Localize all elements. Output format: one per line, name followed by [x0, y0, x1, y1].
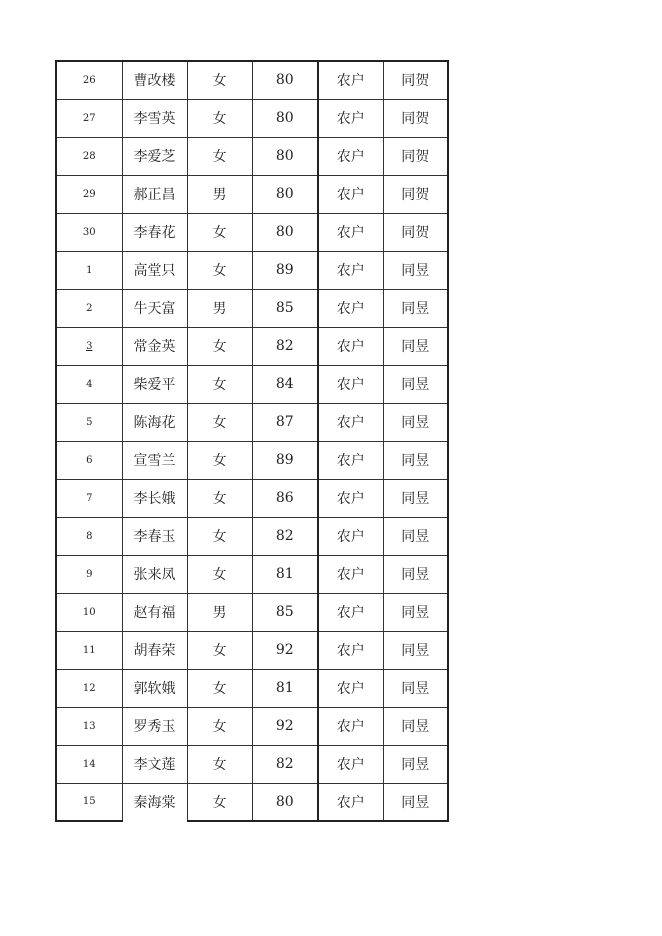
row-number-cell[interactable]	[56, 517, 122, 555]
name-cell-text: 柴爱平	[133, 377, 176, 393]
gender-cell[interactable]	[187, 669, 252, 707]
household-type-cell-text: 农户	[336, 225, 365, 241]
row-number-cell-text: 5	[86, 416, 93, 428]
village-cell-text: 同昱	[401, 263, 430, 279]
village-cell-text: 同昱	[401, 605, 430, 621]
table-row	[56, 137, 448, 175]
age-cell-text: 85	[275, 604, 294, 620]
row-number-cell-text: 6	[86, 454, 93, 466]
household-type-cell[interactable]	[318, 61, 383, 99]
name-cell[interactable]	[122, 631, 187, 669]
village-cell[interactable]	[383, 707, 448, 745]
elderly-roster-table	[55, 60, 449, 822]
row-number-cell[interactable]	[56, 213, 122, 251]
table-row	[56, 517, 448, 555]
household-type-cell-text: 农户	[336, 757, 365, 773]
household-type-cell-text: 农户	[336, 301, 365, 317]
name-cell[interactable]	[122, 783, 187, 821]
name-cell-text: 曹改楼	[133, 73, 176, 90]
household-type-cell[interactable]	[318, 745, 383, 783]
age-cell[interactable]	[252, 289, 318, 327]
row-number-cell[interactable]	[56, 99, 122, 137]
name-cell[interactable]	[122, 555, 187, 593]
age-cell-text: 80	[275, 110, 294, 126]
row-number-cell-text: 26	[82, 74, 96, 86]
gender-cell[interactable]	[187, 327, 252, 365]
household-type-cell[interactable]	[318, 365, 383, 403]
age-cell-text: 82	[275, 756, 294, 772]
row-number-cell[interactable]	[56, 707, 122, 745]
name-cell-text: 陈海花	[133, 415, 176, 431]
village-cell[interactable]	[383, 99, 448, 137]
row-number-cell[interactable]	[56, 745, 122, 783]
village-cell[interactable]	[383, 403, 448, 441]
age-cell-text: 92	[275, 718, 294, 734]
name-cell[interactable]	[122, 479, 187, 517]
age-cell[interactable]	[252, 137, 318, 175]
household-type-cell[interactable]	[318, 479, 383, 517]
village-cell-text: 同昱	[401, 453, 430, 469]
age-cell[interactable]	[252, 669, 318, 707]
gender-cell-text: 女	[212, 719, 227, 735]
row-number-cell-text: 3	[86, 340, 93, 352]
row-number-cell-text: 8	[86, 530, 93, 542]
table-row	[56, 403, 448, 441]
gender-cell-text: 女	[212, 643, 227, 659]
gender-cell[interactable]	[187, 631, 252, 669]
age-cell-text: 81	[275, 566, 294, 582]
gender-cell[interactable]	[187, 479, 252, 517]
age-cell-text: 84	[275, 376, 294, 392]
household-type-cell[interactable]	[318, 631, 383, 669]
household-type-cell-text: 农户	[336, 491, 365, 507]
row-number-cell[interactable]	[56, 61, 122, 99]
row-number-cell[interactable]	[56, 327, 122, 365]
name-cell-text: 张来凤	[133, 567, 176, 583]
household-type-cell-text: 农户	[336, 681, 365, 697]
name-cell[interactable]	[122, 669, 187, 707]
row-number-cell-text: 27	[82, 112, 96, 124]
village-cell[interactable]	[383, 479, 448, 517]
gender-cell[interactable]	[187, 745, 252, 783]
village-cell[interactable]	[383, 517, 448, 555]
table-row	[56, 61, 448, 99]
row-number-cell[interactable]	[56, 593, 122, 631]
village-cell[interactable]	[383, 745, 448, 783]
name-cell-text: 常金英	[133, 339, 176, 355]
household-type-cell[interactable]	[318, 137, 383, 175]
gender-cell-text: 男	[212, 301, 227, 317]
household-type-cell-text: 农户	[336, 73, 365, 90]
name-cell-text: 赵有福	[133, 605, 176, 621]
name-cell[interactable]	[122, 289, 187, 327]
household-type-cell[interactable]	[318, 175, 383, 213]
household-type-cell-text: 农户	[336, 415, 365, 431]
table-row	[56, 631, 448, 669]
household-type-cell-text: 农户	[336, 453, 365, 469]
age-cell[interactable]	[252, 555, 318, 593]
row-number-cell-text: 30	[82, 226, 96, 238]
table-row	[56, 365, 448, 403]
name-cell-text: 秦海棠	[133, 795, 176, 812]
age-cell-text: 82	[275, 528, 294, 544]
household-type-cell-text: 农户	[336, 567, 365, 583]
row-number-cell-text: 7	[86, 492, 93, 504]
gender-cell[interactable]	[187, 175, 252, 213]
row-number-cell[interactable]	[56, 555, 122, 593]
village-cell-text: 同昱	[401, 794, 430, 811]
gender-cell[interactable]	[187, 61, 252, 99]
row-number-cell-text: 28	[82, 150, 96, 162]
village-cell[interactable]	[383, 213, 448, 251]
row-number-cell[interactable]	[56, 783, 122, 821]
name-cell-text: 胡春荣	[133, 643, 176, 659]
name-cell-text: 李长娥	[133, 491, 176, 507]
table-row	[56, 783, 448, 821]
gender-cell[interactable]	[187, 593, 252, 631]
gender-cell-text: 女	[212, 491, 227, 507]
table-row	[56, 327, 448, 365]
table-row	[56, 669, 448, 707]
gender-cell-text: 女	[212, 681, 227, 697]
village-cell[interactable]	[383, 555, 448, 593]
village-cell[interactable]	[383, 61, 448, 99]
household-type-cell-text: 农户	[336, 529, 365, 545]
age-cell-text: 80	[275, 186, 294, 202]
table-row	[56, 99, 448, 137]
age-cell[interactable]	[252, 403, 318, 441]
name-cell[interactable]	[122, 441, 187, 479]
age-cell-text: 80	[275, 224, 294, 240]
age-cell-text: 92	[275, 642, 294, 658]
name-cell[interactable]	[122, 213, 187, 251]
village-cell[interactable]	[383, 365, 448, 403]
age-cell-text: 81	[275, 680, 294, 696]
village-cell[interactable]	[383, 669, 448, 707]
table-row	[56, 745, 448, 783]
table-row	[56, 479, 448, 517]
household-type-cell-text: 农户	[336, 643, 365, 659]
row-number-cell[interactable]	[56, 251, 122, 289]
gender-cell-text: 女	[212, 149, 227, 165]
village-cell-text: 同贺	[401, 149, 430, 165]
village-cell[interactable]	[383, 631, 448, 669]
village-cell[interactable]	[383, 289, 448, 327]
gender-cell-text: 女	[212, 415, 227, 431]
household-type-cell-text: 农户	[336, 149, 365, 165]
name-cell-text: 罗秀玉	[133, 719, 176, 735]
village-cell-text: 同昱	[401, 529, 430, 545]
name-cell-text: 李雪英	[133, 111, 176, 127]
gender-cell[interactable]	[187, 365, 252, 403]
gender-cell[interactable]	[187, 99, 252, 137]
row-number-cell[interactable]	[56, 441, 122, 479]
age-cell[interactable]	[252, 175, 318, 213]
age-cell[interactable]	[252, 441, 318, 479]
row-number-cell[interactable]	[56, 669, 122, 707]
name-cell[interactable]	[122, 403, 187, 441]
name-cell[interactable]	[122, 707, 187, 745]
age-cell-text: 80	[275, 148, 294, 164]
household-type-cell[interactable]	[318, 707, 383, 745]
village-cell-text: 同贺	[401, 225, 430, 241]
table-row	[56, 707, 448, 745]
household-type-cell-text: 农户	[336, 111, 365, 127]
household-type-cell-text: 农户	[336, 187, 365, 203]
name-cell-text: 李春玉	[133, 529, 176, 545]
gender-cell[interactable]	[187, 783, 252, 821]
name-cell-text: 郭软娥	[133, 681, 176, 697]
name-cell-text: 牛天富	[133, 301, 176, 317]
name-cell[interactable]	[122, 137, 187, 175]
age-cell[interactable]	[252, 631, 318, 669]
village-cell-text: 同昱	[401, 681, 430, 697]
village-cell-text: 同昱	[401, 719, 430, 735]
gender-cell[interactable]	[187, 289, 252, 327]
village-cell-text: 同贺	[401, 187, 430, 203]
household-type-cell[interactable]	[318, 213, 383, 251]
gender-cell-text: 男	[212, 187, 227, 203]
age-cell[interactable]	[252, 251, 318, 289]
name-cell-text: 宣雪兰	[133, 453, 176, 469]
village-cell[interactable]	[383, 783, 448, 821]
age-cell-text: 89	[275, 262, 294, 278]
gender-cell[interactable]	[187, 441, 252, 479]
row-number-cell[interactable]	[56, 631, 122, 669]
row-number-cell[interactable]	[56, 175, 122, 213]
village-cell[interactable]	[383, 441, 448, 479]
village-cell[interactable]	[383, 175, 448, 213]
gender-cell-text: 女	[212, 377, 227, 393]
name-cell[interactable]	[122, 61, 187, 99]
gender-cell-text: 女	[212, 794, 227, 811]
row-number-cell-text: 11	[82, 644, 96, 656]
household-type-cell-text: 农户	[336, 719, 365, 735]
household-type-cell[interactable]	[318, 289, 383, 327]
gender-cell[interactable]	[187, 251, 252, 289]
household-type-cell[interactable]	[318, 669, 383, 707]
village-cell-text: 同昱	[401, 757, 430, 773]
gender-cell-text: 女	[212, 225, 227, 241]
household-type-cell[interactable]	[318, 99, 383, 137]
household-type-cell[interactable]	[318, 403, 383, 441]
age-cell-text: 80	[275, 793, 294, 810]
gender-cell[interactable]	[187, 707, 252, 745]
name-cell-text: 李春花	[133, 225, 176, 241]
row-number-cell[interactable]	[56, 137, 122, 175]
age-cell[interactable]	[252, 783, 318, 821]
age-cell[interactable]	[252, 61, 318, 99]
table-row	[56, 593, 448, 631]
name-cell[interactable]	[122, 365, 187, 403]
village-cell-text: 同昱	[401, 415, 430, 431]
village-cell-text: 同昱	[401, 567, 430, 583]
gender-cell-text: 女	[212, 529, 227, 545]
village-cell-text: 同昱	[401, 377, 430, 393]
village-cell-text: 同贺	[401, 73, 430, 90]
age-cell[interactable]	[252, 99, 318, 137]
table-row	[56, 289, 448, 327]
household-type-cell-text: 农户	[336, 605, 365, 621]
gender-cell[interactable]	[187, 213, 252, 251]
village-cell-text: 同昱	[401, 643, 430, 659]
village-cell[interactable]	[383, 137, 448, 175]
age-cell[interactable]	[252, 593, 318, 631]
household-type-cell-text: 农户	[336, 794, 365, 811]
row-number-cell[interactable]	[56, 365, 122, 403]
age-cell-text: 80	[275, 72, 294, 89]
village-cell-text: 同昱	[401, 491, 430, 507]
row-number-cell[interactable]	[56, 403, 122, 441]
table-body	[56, 61, 448, 821]
table-row	[56, 175, 448, 213]
name-cell[interactable]	[122, 745, 187, 783]
age-cell-text: 86	[275, 490, 294, 506]
household-type-cell[interactable]	[318, 517, 383, 555]
village-cell-text: 同昱	[401, 301, 430, 317]
age-cell[interactable]	[252, 707, 318, 745]
household-type-cell[interactable]	[318, 327, 383, 365]
gender-cell-text: 女	[212, 73, 227, 90]
gender-cell-text: 女	[212, 453, 227, 469]
gender-cell[interactable]	[187, 403, 252, 441]
village-cell-text: 同昱	[401, 339, 430, 355]
row-number-cell-text: 29	[82, 188, 96, 200]
household-type-cell[interactable]	[318, 251, 383, 289]
row-number-cell[interactable]	[56, 479, 122, 517]
row-number-cell-text: 13	[82, 720, 96, 732]
table-row	[56, 251, 448, 289]
row-number-cell-text: 12	[82, 682, 96, 694]
row-number-cell-text: 10	[82, 606, 96, 618]
name-cell-text: 郝正昌	[133, 187, 176, 203]
row-number-cell-text: 15	[82, 796, 96, 808]
name-cell[interactable]	[122, 593, 187, 631]
age-cell-text: 87	[275, 414, 294, 430]
age-cell-text: 89	[275, 452, 294, 468]
name-cell[interactable]	[122, 251, 187, 289]
gender-cell-text: 女	[212, 339, 227, 355]
village-cell[interactable]	[383, 327, 448, 365]
name-cell[interactable]	[122, 99, 187, 137]
age-cell[interactable]	[252, 327, 318, 365]
age-cell-text: 82	[275, 338, 294, 354]
age-cell[interactable]	[252, 745, 318, 783]
household-type-cell-text: 农户	[336, 263, 365, 279]
name-cell[interactable]	[122, 175, 187, 213]
household-type-cell[interactable]	[318, 441, 383, 479]
name-cell-text: 李爱芝	[133, 149, 176, 165]
age-cell[interactable]	[252, 213, 318, 251]
village-cell[interactable]	[383, 251, 448, 289]
name-cell[interactable]	[122, 517, 187, 555]
age-cell[interactable]	[252, 479, 318, 517]
village-cell[interactable]	[383, 593, 448, 631]
gender-cell[interactable]	[187, 555, 252, 593]
household-type-cell[interactable]	[318, 555, 383, 593]
household-type-cell-text: 农户	[336, 377, 365, 393]
table-row	[56, 555, 448, 593]
row-number-cell-text: 2	[86, 302, 93, 314]
row-number-cell[interactable]	[56, 289, 122, 327]
row-number-cell-text: 9	[86, 568, 93, 580]
table-row	[56, 441, 448, 479]
household-type-cell-text: 农户	[336, 339, 365, 355]
household-type-cell[interactable]	[318, 593, 383, 631]
row-number-cell-text: 4	[86, 378, 93, 390]
gender-cell-text: 女	[212, 757, 227, 773]
gender-cell-text: 女	[212, 111, 227, 127]
gender-cell-text: 女	[212, 567, 227, 583]
household-type-cell[interactable]	[318, 783, 383, 821]
age-cell-text: 85	[275, 300, 294, 316]
village-cell-text: 同贺	[401, 111, 430, 127]
gender-cell[interactable]	[187, 137, 252, 175]
name-cell-text: 李文莲	[133, 757, 176, 773]
row-number-cell-text: 1	[86, 264, 93, 276]
age-cell[interactable]	[252, 365, 318, 403]
gender-cell-text: 男	[212, 605, 227, 621]
gender-cell[interactable]	[187, 517, 252, 555]
age-cell[interactable]	[252, 517, 318, 555]
table-row	[56, 213, 448, 251]
row-number-cell-text: 14	[82, 758, 96, 770]
gender-cell-text: 女	[212, 263, 227, 279]
name-cell[interactable]	[122, 327, 187, 365]
name-cell-text: 高堂只	[133, 263, 176, 279]
